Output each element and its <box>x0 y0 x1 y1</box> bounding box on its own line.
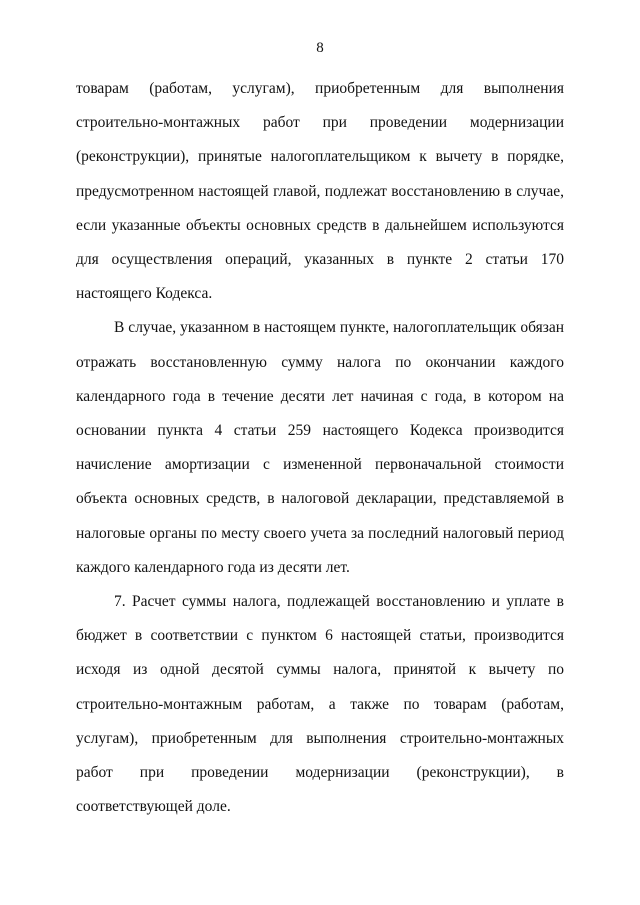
document-body <box>76 72 564 824</box>
paragraph-continuation: товарам (работам, услугам), приобретенным для выполнения строительно-монтажных работ при проведении модернизации (реконструкции), принятые налогоплательщиком к вычету в порядке, предусмотренном настоящей главой, подлежат восстановлению в случае, если указанные объекты основных средств в дальнейшем используются для осуществления операций, указанных в пункте 2 статьи 170 настоящего Кодекса. <box>76 80 564 303</box>
paragraph-item-7: 7. Расчет суммы налога, подлежащей восстановлению и уплате в бюджет в соответствии с пунктом 6 настоящей статьи, производится исходя из одной десятой суммы налога, принятой к вычету по строительно-монтажным работам, а также по товарам (работам, услугам), приобретенным для выполнения строительно-монтажных работ при проведении модернизации (реконструкции), в соответствующей доле. <box>76 593 564 816</box>
page-number: 8 <box>316 40 324 56</box>
paragraph-recovery-obligation: В случае, указанном в настоящем пункте, налогоплательщик обязан отражать восстановленную сумму налога по окончании каждого календарного года в течение десяти лет начиная с года, в котором на основании пункта 4 статьи 259 настоящего Кодекса производится начисление амортизации с измененной первоначальной стоимости объекта основных средств, в налоговой декларации, представляемой в налоговые органы по месту своего учета за последний налоговый период каждого календарного года из десяти лет. <box>76 319 564 576</box>
